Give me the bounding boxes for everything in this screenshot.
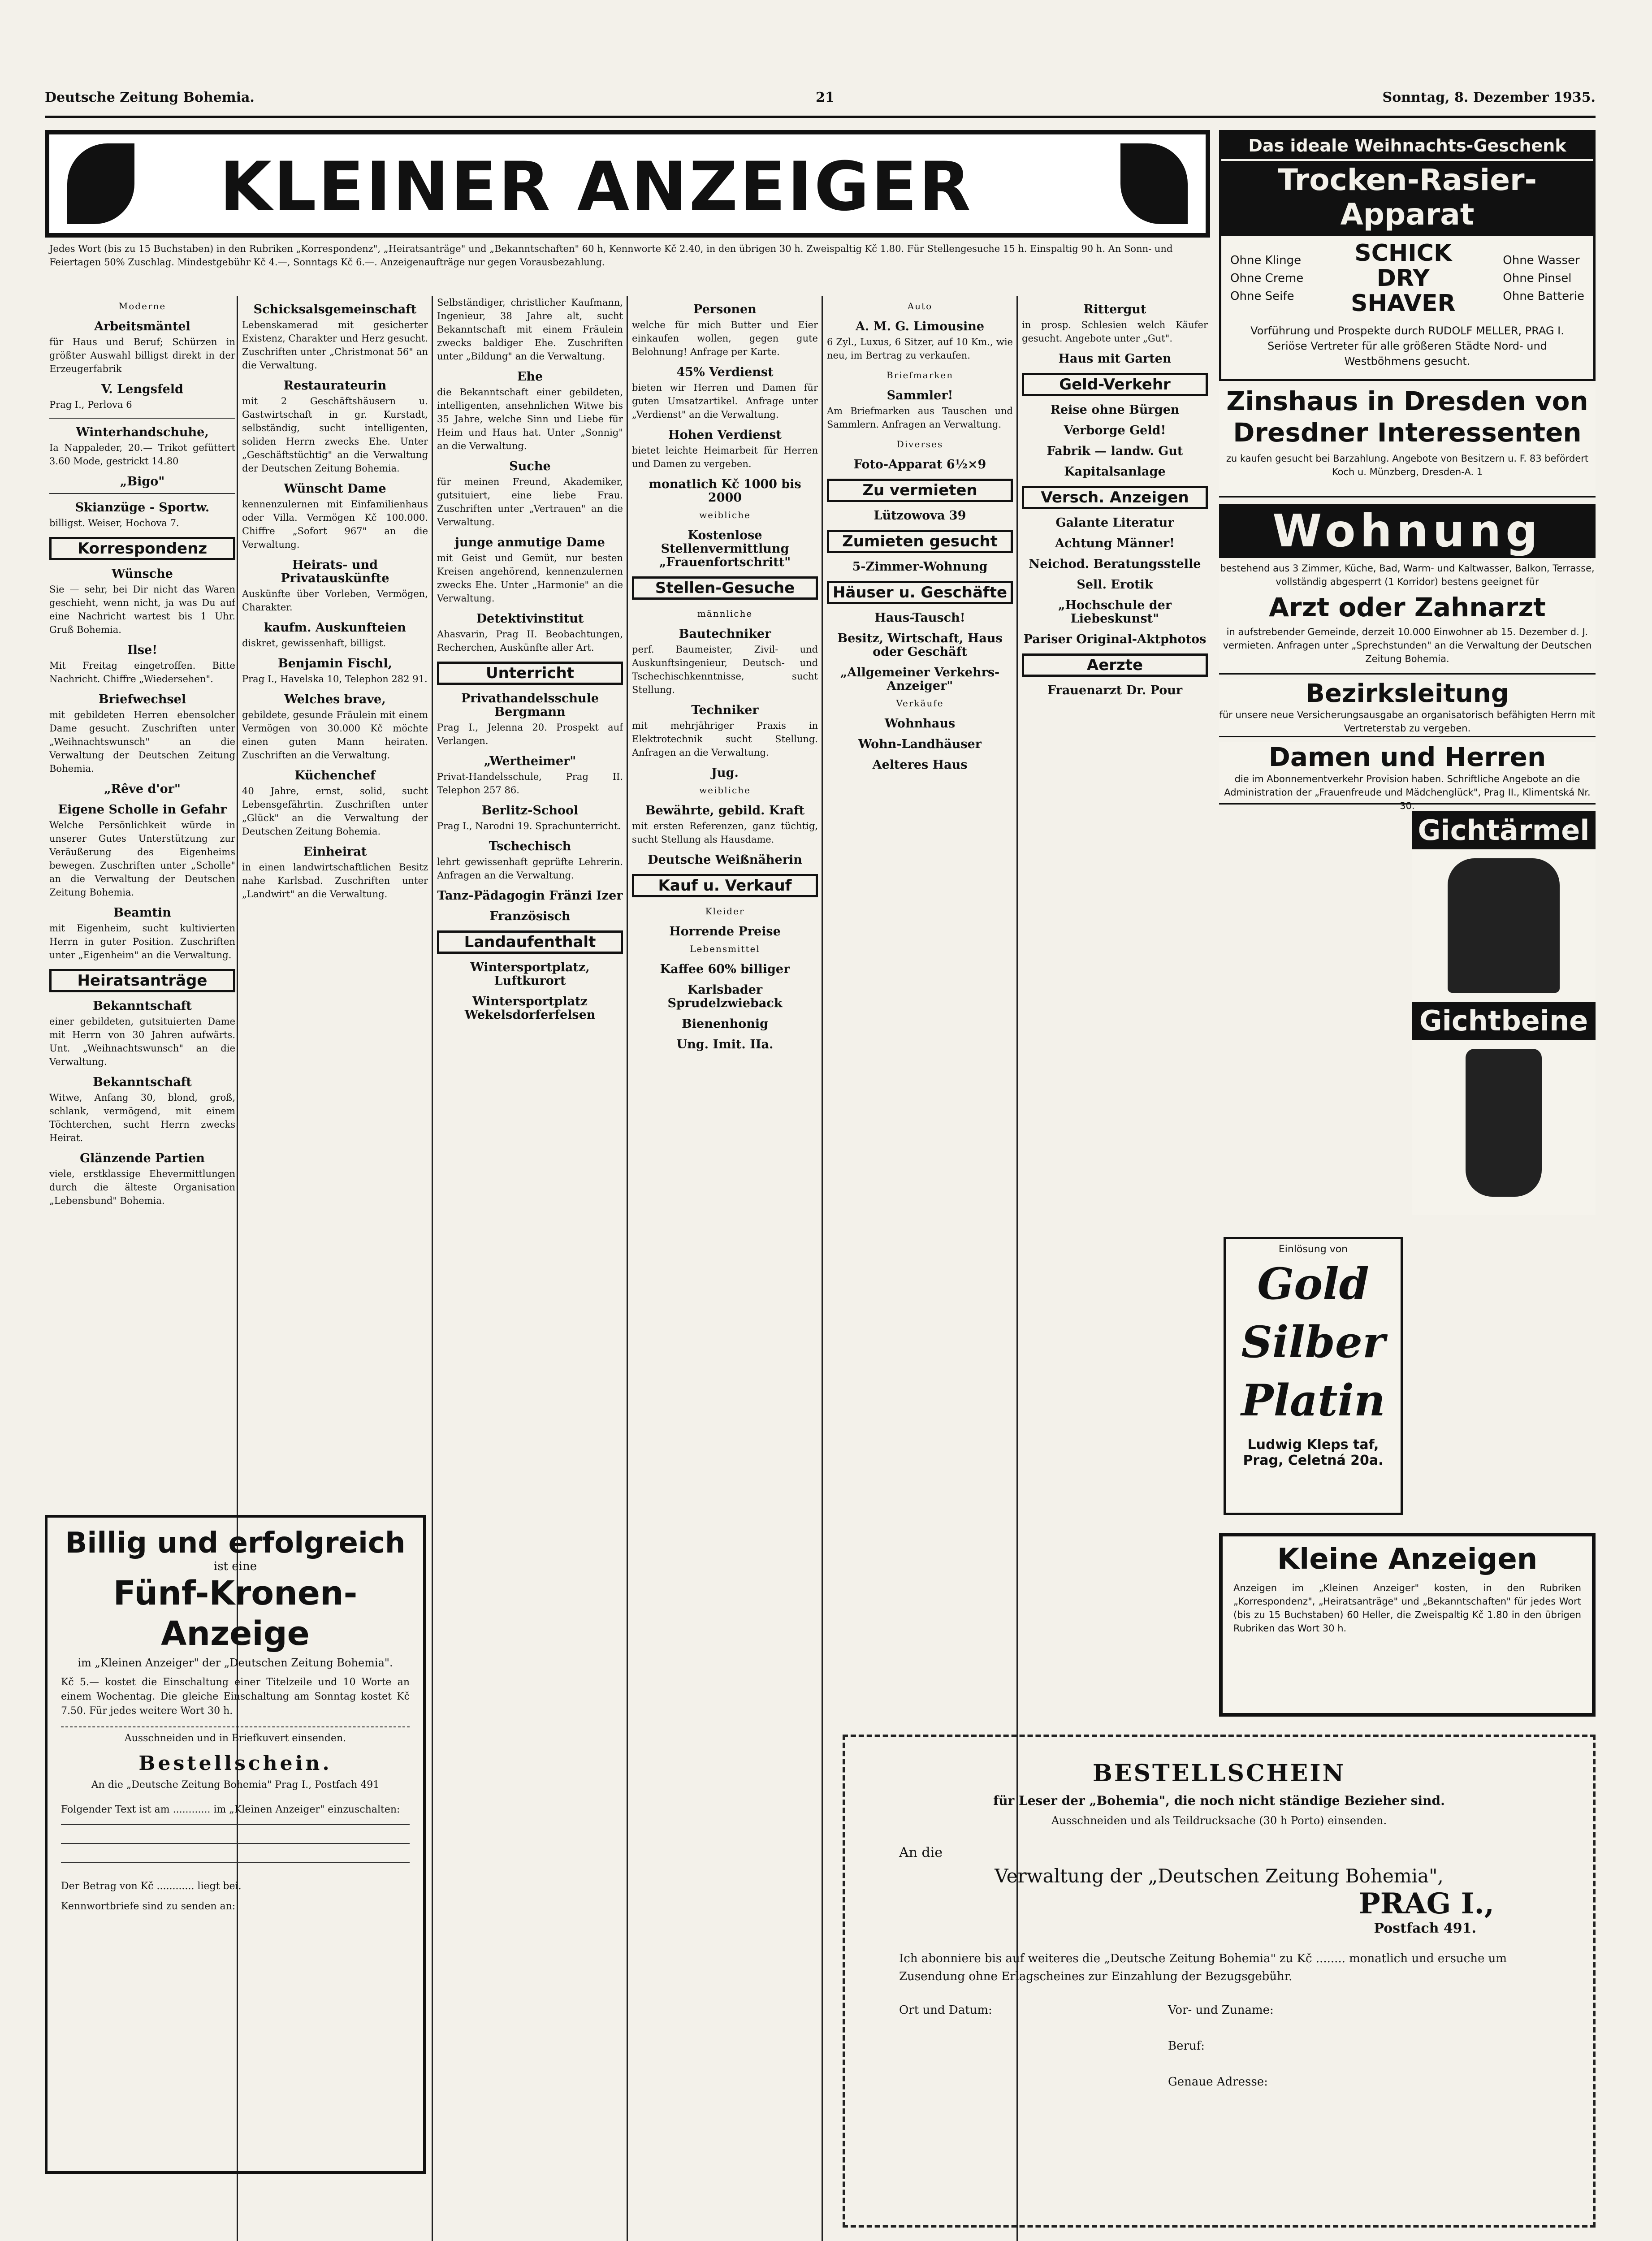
- damen-ad: [1219, 742, 1596, 811]
- rubric-subheading: Lebensmittel: [690, 943, 760, 954]
- ad-text: lehrt gewissenhaft geprüfte Lehrerin. Anfragen an die Verwaltung.: [437, 857, 623, 881]
- ad-text: mit Geist und Gemüt, nur besten Kreisen angehörend, kennenzulernen zwecks Ehe. Unter „Harmonie" an die Verwaltung.: [437, 553, 623, 604]
- ad-text: Ahasvarin, Prag II. Beobachtungen, Recherchen, Auskünfte aller Art.: [437, 629, 623, 653]
- ad-headline: Detektivinstitut: [476, 612, 584, 626]
- ad-text: Welche Persönlichkeit würde in unserer Gutes Unterstützung zur Veräußerung des Eigenheims bewegen. Zuschriften unter „Scholle" an die Verwaltung der Deutschen Zeitung Bohemia.: [49, 820, 235, 898]
- ad-headline: Berlitz-School: [481, 804, 579, 818]
- bezirk-title: Bezirksleitung: [1306, 679, 1509, 708]
- kleine-anzeigen-ad: [1219, 1533, 1596, 1717]
- rubric-subheading: Kleider: [705, 906, 745, 917]
- shaver-left: Ohne Klinge Ohne Creme Ohne Seife: [1230, 254, 1304, 303]
- bezirk-ad: [1219, 679, 1596, 737]
- column-4: [632, 296, 818, 2241]
- ad-headline: Privathandelsschule Bergmann: [461, 692, 599, 719]
- ad-headline: Foto-Apparat 6½×9: [853, 458, 986, 472]
- ad-text: Ia Nappaleder, 20.— Trikot gefüttert 3.60 Mode, gestrickt 14.80: [49, 442, 235, 467]
- zinshaus-text: zu kaufen gesucht bei Barzahlung. Angebote von Besitzern u. F. 83 befördert Koch u. Münzberg, Dresden-A. 1: [1226, 453, 1589, 477]
- ad-text: Privat-Handelsschule, Prag II. Telephon 257 86.: [437, 771, 623, 796]
- ad-headline: Kapitalsanlage: [1064, 465, 1166, 479]
- issue-date: Sonntag, 8. Dezember 1935.: [1382, 90, 1596, 105]
- ad-text: welche für mich Butter und Eier einkaufen wollen, gegen gute Belohnung! Anfrage per Karte.: [632, 320, 818, 357]
- rubric-subheading: Verkäufe: [896, 698, 944, 709]
- damen-title: Damen und Herren: [1268, 742, 1546, 772]
- bs-cut: Ausschneiden und als Teildrucksache (30 h Porto) einsenden.: [1051, 1814, 1387, 1827]
- ad-text: mit 2 Geschäftshäusern u. Gastwirtschaft in gr. Kurstadt, selbständig, sucht intelligenten, soliden Herrn zwecks Ehe. Unter „Geschäftstüchtig" an die Verwaltung der Deutschen Zeitung Bohemia.: [242, 396, 428, 474]
- ad-headline: Suche: [509, 459, 551, 473]
- ad-headline: Horrende Preise: [669, 925, 781, 939]
- damen-text: die im Abonnementverkehr Provision haben. Schriftliche Angebote an die Administration der „Frauenfreude und Mädchenglück", Prag II., Klimentská Nr. 30.: [1224, 774, 1591, 811]
- bs-beruf[interactable]: Beruf:: [1168, 2039, 1205, 2053]
- column-6: [1022, 296, 1208, 1721]
- rubric-heading: Unterricht: [437, 662, 623, 685]
- fk-cut-note: Ausschneiden und in Briefkuvert einsenden.: [61, 1726, 410, 1744]
- bs-name[interactable]: Vor- und Zuname:: [1168, 2003, 1274, 2017]
- rubric-heading: Korrespondenz: [49, 537, 235, 560]
- ad-headline: Kaffee 60% billiger: [660, 962, 790, 976]
- section-title: KLEINER ANZEIGER: [220, 148, 973, 226]
- gicht-beine-title: Gichtbeine: [1412, 1002, 1596, 1040]
- page-header: [45, 85, 1596, 112]
- ad-headline: Haus-Tausch!: [874, 611, 965, 625]
- leg-illustration-icon: [1466, 1049, 1542, 1197]
- ad-text: für Haus und Beruf; Schürzen in größter Auswahl billigst direkt in der Erzeugerfabrik: [49, 337, 235, 374]
- ad-headline: Benjamin Fischl,: [277, 657, 393, 671]
- fk-line: [61, 1824, 410, 1825]
- sleeve-illustration-icon: [1448, 858, 1560, 993]
- ad-headline: Haus mit Garten: [1058, 352, 1172, 366]
- ad-text: Sie — sehr, bei Dir nicht das Waren geschieht, wenn nicht, ja was Du auf eine Nachricht wartest bis 1 Uhr. Gruß Bohemia.: [49, 584, 235, 635]
- ad-headline: 45% Verdienst: [676, 365, 774, 379]
- ad-headline: Verborge Geld!: [1064, 424, 1166, 437]
- ad-headline: junge anmutige Dame: [455, 536, 605, 549]
- fk-title: Fünf-Kronen-Anzeige: [113, 1574, 358, 1653]
- ad-text: Selbständiger, christlicher Kaufmann, Ingenieur, 38 Jahre alt, sucht Bekanntschaft mit einem Fräulein zwecks baldiger Ehe. Zuschriften unter „Bildung" an die Verwaltung.: [437, 297, 623, 362]
- ad-headline: A. M. G. Limousine: [855, 320, 985, 333]
- ad-headline: Ilse!: [127, 643, 158, 657]
- ad-headline: „Rêve d'or": [104, 782, 181, 796]
- ad-headline: Einheirat: [303, 845, 367, 859]
- fk-desc: im „Kleinen Anzeiger" der „Deutschen Zeitung Bohemia".: [78, 1657, 393, 1669]
- ad-headline: Heirats- und Privatauskünfte: [281, 558, 389, 585]
- ad-headline: Beamtin: [113, 906, 171, 920]
- rubric-subheading: männliche: [697, 608, 753, 619]
- bs-adresse[interactable]: Genaue Adresse:: [1168, 2075, 1268, 2089]
- ad-headline: Jug.: [711, 766, 739, 780]
- ad-headline: „Hochschule der Liebeskunst": [1058, 598, 1172, 626]
- fk-schein-title: Bestellschein.: [138, 1752, 332, 1775]
- ad-headline: Küchenchef: [294, 769, 376, 783]
- ad-text: kennenzulernen mit Einfamilienhaus oder Villa. Vermögen Kč 100.000. Chiffre „Sofort 967" an die Verwaltung.: [242, 499, 428, 550]
- ad-text: bietet leichte Heimarbeit für Herren und Damen zu vergeben.: [632, 445, 818, 469]
- kleine-title: Kleine Anzeigen: [1277, 1543, 1538, 1576]
- ad-headline: Achtung Männer!: [1055, 536, 1175, 550]
- fk-folgender: Folgender Text ist am ............ im „Kleinen Anzeiger" einzuschalten:: [61, 1804, 400, 1815]
- ad-headline: Neichod. Beratungsstelle: [1029, 557, 1201, 571]
- ad-headline: V. Lengsfeld: [101, 382, 183, 396]
- ad-headline: Lützowova 39: [874, 509, 966, 523]
- ad-headline: Briefwechsel: [98, 692, 186, 706]
- rubric-heading: Aerzte: [1022, 653, 1208, 677]
- ad-headline: Restaurateurin: [283, 379, 387, 393]
- fk-line: [61, 1862, 410, 1863]
- ad-headline: Deutsche Weißnäherin: [648, 853, 802, 867]
- bs-verwaltung: Verwaltung der „Deutschen Zeitung Bohemia",: [995, 1865, 1444, 1887]
- rubric-heading: Zumieten gesucht: [827, 530, 1013, 553]
- bs-ort[interactable]: Ort und Datum:: [899, 2003, 992, 2017]
- column-rule: [822, 296, 823, 2241]
- gold-line: Platin: [1241, 1375, 1385, 1426]
- ad-headline: kaufm. Auskunfteien: [264, 621, 406, 635]
- ad-headline: Galante Literatur: [1055, 516, 1174, 530]
- fk-betrag: Der Betrag von Kč ............ liegt bei.: [61, 1881, 242, 1892]
- ad-headline: Bautechniker: [679, 627, 771, 641]
- ad-text: diskret, gewissenhaft, billigst.: [242, 638, 386, 649]
- ad-headline: Kostenlose Stellenvermittlung „Frauenfortschritt": [659, 528, 791, 569]
- ad-headline: Welches brave,: [284, 692, 386, 706]
- fk-headline: Billig und erfolgreich: [65, 1527, 406, 1560]
- rubric-heading: Versch. Anzeigen: [1022, 486, 1208, 509]
- rubric-heading: Kauf u. Verkauf: [632, 874, 818, 897]
- shaver-ad: [1219, 130, 1596, 381]
- wohnung-text: bestehend aus 3 Zimmer, Küche, Bad, Warm- und Kaltwasser, Balkon, Terrasse, vollständig abgesperrt (1 Korridor) bestens geeignet für: [1220, 563, 1595, 587]
- ad-text: Witwe, Anfang 30, blond, groß, schlank, vermögend, mit einem Töchterchen, sucht Herrn zwecks Heirat.: [49, 1092, 235, 1143]
- rubric-heading: Häuser u. Geschäfte: [827, 581, 1013, 604]
- ad-headline: Wohn-Landhäuser: [858, 737, 982, 751]
- rubric-subheading: Briefmarken: [886, 370, 954, 381]
- ad-headline: Fabrik — landw. Gut: [1047, 444, 1183, 458]
- rubric-heading: Stellen-Gesuche: [632, 576, 818, 600]
- fk-kennwort: Kennwortbriefe sind zu senden an:: [61, 1901, 236, 1912]
- ad-headline: Tanz-Pädagogin Fränzi Izer: [437, 889, 623, 903]
- gicht-ad: [1412, 811, 1596, 1215]
- column-rule: [432, 296, 433, 2241]
- arzt-text: in aufstrebender Gemeinde, derzeit 10.000 Einwohner ab 15. Dezember d. J. vermieten. Anfragen unter „Sprechstunden" an die Verwaltung der Deutschen Zeitung Bohemia.: [1223, 627, 1592, 664]
- ad-headline: Sammler!: [887, 389, 953, 402]
- gicht-aermel-title: Gichtärmel: [1412, 811, 1596, 849]
- section-intro: Jedes Wort (bis zu 15 Buchstaben) in den Rubriken „Korrespondenz", „Heiratsanträge" und „Bekanntschaften" 60 h, Kennworte Kč 2.40, in den übrigen 30 h. Zweispaltig Kč 1.80. Für Stellengesuche 15 h. Einspaltig 90 h. An Sonn- und Feiertagen 50% Zuschlag. Mindestgebühr Kč 4.—, Sonntags Kč 6.—. Anzeigenaufträge nur gegen Vorausbezahlung.: [49, 243, 1173, 268]
- rubric-subheading: Diverses: [896, 439, 943, 450]
- ad-text: für meinen Freund, Akademiker, gutsituiert, eine liebe Frau. Zuschriften unter „Vertrauen" an die Verwaltung.: [437, 476, 623, 528]
- bs-title: BESTELLSCHEIN: [1092, 1760, 1346, 1787]
- rubric-heading: Zu vermieten: [827, 479, 1013, 502]
- rubric-subheading: weibliche: [699, 510, 751, 520]
- ad-headline: Personen: [693, 303, 757, 316]
- ad-text: 40 Jahre, ernst, solid, sucht Lebensgefährtin. Zuschriften unter „Glück" an die Verwaltung der Deutschen Zeitung Bohemia.: [242, 786, 428, 837]
- ad-text: gebildete, gesunde Fräulein mit einem Vermögen von 30.000 Kč möchte einen guten Mann heiraten. Zuschriften an die Verwaltung.: [242, 710, 428, 761]
- ad-headline: Französisch: [489, 909, 571, 923]
- bestellschein-coupon: [843, 1735, 1596, 2228]
- ad-text: billigst. Weiser, Hochova 7.: [49, 518, 179, 528]
- ad-text: in prosp. Schlesien welch Käufer gesucht. Angebote unter „Gut".: [1022, 320, 1208, 344]
- fk-line: [61, 1843, 410, 1844]
- rubric-subheading: Auto: [907, 301, 933, 311]
- bs-postfach: Postfach 491.: [1374, 1921, 1476, 1936]
- bs-text: Ich abonniere bis auf weiteres die „Deutsche Zeitung Bohemia" zu Kč ........ monatlich und ersuche um Zusendung ohne Erlagscheines zur Einzahlung der Bezugsgebühr.: [899, 1952, 1507, 1983]
- column-1: [49, 296, 235, 1497]
- ad-headline: Wünscht Dame: [284, 482, 386, 496]
- fk-address: An die „Deutsche Zeitung Bohemia" Prag I., Postfach 491: [91, 1779, 380, 1791]
- ad-headline: Pariser Original-Aktphotos: [1023, 632, 1207, 646]
- ad-text: Am Briefmarken aus Tauschen und Sammlern. Anfragen an Verwaltung.: [827, 406, 1013, 430]
- header-rule: [45, 116, 1596, 118]
- ad-text: perf. Baumeister, Zivil- und Auskunftsingenieur, Deutsch- und Tschechischkenntnisse, sucht Stellung.: [632, 644, 818, 695]
- ad-headline: Tschechisch: [489, 839, 571, 853]
- gold-line: Silber: [1241, 1317, 1385, 1367]
- ad-text: Prag I., Perlova 6: [49, 399, 132, 410]
- ad-headline: Frauenarzt Dr. Pour: [1047, 684, 1183, 697]
- ad-text: mit gebildeten Herren ebensolcher Dame gesucht. Zuschriften unter „Weihnachtswunsch" an die Verwaltung der Deutschen Zeitung Bohemia.: [49, 710, 235, 774]
- ad-text: Prag I., Havelska 10, Telephon 282 91.: [242, 674, 428, 684]
- ad-headline: „Wertheimer": [484, 754, 576, 768]
- page-number: 21: [816, 90, 835, 105]
- ad-headline: Ehe: [517, 370, 543, 384]
- shaver-foot: Vorführung und Prospekte durch RUDOLF MELLER, PRAG I. Seriöse Vertreter für alle größeren Städte Nord- und Westböhmens gesucht.: [1250, 324, 1564, 368]
- wohnung-ad: [1219, 504, 1596, 675]
- column-rule: [627, 296, 628, 2241]
- ad-headline: Schicksalsgemeinschaft: [253, 303, 417, 316]
- gold-foot: Ludwig Kleps taf, Prag, Celetná 20a.: [1243, 1437, 1384, 1468]
- gold-head: Einlösung von: [1278, 1244, 1348, 1255]
- ad-headline: Glänzende Partien: [80, 1151, 205, 1165]
- ad-headline: Techniker: [691, 703, 759, 717]
- arzt-title: Arzt oder Zahnarzt: [1269, 592, 1546, 623]
- ad-text: Prag I., Jelenna 20. Prospekt auf Verlangen.: [437, 722, 623, 746]
- ad-text: viele, erstklassige Ehevermittlungen durch die älteste Organisation „Lebensbund" Bohemia.: [49, 1168, 235, 1206]
- ad-text: Auskünfte über Vorleben, Vermögen, Charakter.: [242, 588, 428, 613]
- ad-headline: Bekanntschaft: [93, 1075, 192, 1089]
- newspaper-name: Deutsche Zeitung Bohemia.: [45, 90, 255, 105]
- ad-text: 6 Zyl., Luxus, 6 Sitzer, auf 10 Km., wie neu, im Bertrag zu verkaufen.: [827, 337, 1013, 361]
- fuenf-kronen-ad: [45, 1515, 426, 2174]
- column-5: [827, 296, 1013, 1721]
- kleiner-anzeiger-banner: [45, 130, 1210, 238]
- column-3: [437, 296, 623, 2241]
- shaver-brand: SCHICK DRY SHAVER: [1351, 240, 1456, 317]
- zinshaus-title: Zinshaus in Dresden von Dresdner Interessenten: [1226, 386, 1588, 448]
- zinshaus-ad: [1219, 385, 1596, 498]
- gold-lines: [1226, 1255, 1401, 1430]
- ad-headline: Ung. Imit. IIa.: [676, 1038, 774, 1051]
- rubric-subheading: Moderne: [118, 301, 166, 311]
- ad-text: die Bekanntschaft einer gebildeten, intelligenten, ansehnlichen Witwe bis 35 Jahre, welche Sinn und Liebe für Heim und Haus hat. Unter „Sonnig" an die Verwaltung.: [437, 387, 623, 451]
- ad-headline: Eigene Scholle in Gefahr: [58, 803, 227, 817]
- bs-sub: für Leser der „Bohemia", die noch nicht ständige Bezieher sind.: [993, 1793, 1445, 1808]
- shaver-top: Das ideale Weihnachts-Geschenk: [1221, 132, 1593, 159]
- ad-headline: Wünsche: [112, 567, 173, 581]
- fk-body: Kč 5.— kostet die Einschaltung einer Titelzeile und 10 Worte an einem Wochentag. Die gleiche Einschaltung am Sonntag kostet Kč 7.50. Für jedes weitere Wort 30 h.: [61, 1677, 410, 1717]
- wohnung-title: Wohnung: [1219, 504, 1596, 558]
- fk-sub: ist eine: [213, 1560, 257, 1573]
- bezirk-text: für unsere neue Versicherungsausgabe an organisatorisch befähigten Herrn mit Vertreterstab zu vergeben.: [1219, 710, 1596, 734]
- gold-line: Gold: [1257, 1259, 1369, 1309]
- ad-headline: Bekanntschaft: [93, 999, 192, 1013]
- ad-headline: Bienenhonig: [681, 1017, 769, 1031]
- ad-headline: Arbeitsmäntel: [94, 320, 190, 333]
- ad-headline: 5-Zimmer-Wohnung: [852, 560, 988, 574]
- ad-text: mit Eigenheim, sucht kultivierten Herrn in guter Position. Zuschriften unter „Eigenheim" an die Verwaltung.: [49, 923, 235, 960]
- ad-text: Mit Freitag eingetroffen. Bitte Nachricht. Chiffre „Wiedersehen".: [49, 660, 235, 684]
- ad-headline: Sell. Erotik: [1077, 578, 1153, 592]
- shaver-title: Trocken-Rasier-Apparat: [1221, 161, 1593, 236]
- ad-headline: Besitz, Wirtschaft, Haus oder Geschäft: [837, 632, 1003, 659]
- ad-text: mit mehrjähriger Praxis in Elektrotechnik sucht Stellung. Anfragen an die Verwaltung.: [632, 720, 818, 758]
- ad-text: Prag I., Narodni 19. Sprachunterricht.: [437, 821, 621, 831]
- ad-headline: Bewährte, gebild. Kraft: [645, 804, 805, 818]
- ad-headline: Karlsbader Sprudelzwieback: [667, 983, 783, 1010]
- ad-headline: Rittergut: [1083, 303, 1146, 316]
- ad-text: Lebenskamerad mit gesicherter Existenz, Charakter und Herz gesucht. Zuschriften unter „Christmonat 56" an die Verwaltung.: [242, 320, 428, 371]
- rubric-heading: Geld-Verkehr: [1022, 373, 1208, 396]
- kleine-text: Anzeigen im „Kleinen Anzeiger" kosten, in den Rubriken „Korrespondenz", „Heiratsanträge" und „Bekanntschaften" für jedes Wort (bis zu 15 Buchstaben) 60 Heller, die Zweispaltig Kč 1.80 in den übrigen Rubriken das Wort 30 h.: [1233, 1583, 1581, 1634]
- gold-ad: [1224, 1237, 1403, 1515]
- left-ornament-icon: [67, 143, 134, 224]
- ad-headline: „Allgemeiner Verkehrs-Anzeiger": [840, 666, 1000, 693]
- ad-headline: Wintersportplatz Wekelsdorferfelsen: [464, 995, 596, 1022]
- ad-headline: Aelteres Haus: [872, 758, 968, 772]
- ad-text: bieten wir Herren und Damen für guten Umsatzartikel. Anfrage unter „Verdienst" an die Verwaltung.: [632, 382, 818, 420]
- ad-headline: Wintersportplatz, Luftkurort: [470, 960, 590, 988]
- divider: [49, 493, 235, 494]
- ad-headline: Hohen Verdienst: [668, 428, 782, 442]
- divider: [49, 418, 235, 419]
- ad-headline: Winterhandschuhe,: [76, 425, 209, 439]
- rubric-subheading: weibliche: [699, 785, 751, 796]
- ad-headline: Skianzüge - Sportw.: [75, 501, 210, 515]
- ad-headline: „Bigo": [120, 475, 165, 489]
- ad-headline: monatlich Kč 1000 bis 2000: [649, 477, 801, 505]
- right-ornament-icon: [1120, 143, 1188, 224]
- bs-an: An die: [899, 1845, 943, 1860]
- ad-headline: Wohnhaus: [884, 717, 956, 731]
- rubric-heading: Landaufenthalt: [437, 930, 623, 954]
- ad-text: mit ersten Referenzen, ganz tüchtig, sucht Stellung als Hausdame.: [632, 821, 818, 845]
- ad-headline: Reise ohne Bürgen: [1050, 403, 1180, 417]
- bs-prag: PRAG I.,: [1358, 1887, 1494, 1921]
- shaver-right: Ohne Wasser Ohne Pinsel Ohne Batterie: [1503, 254, 1584, 303]
- ad-text: in einen landwirtschaftlichen Besitz nahe Karlsbad. Zuschriften unter „Landwirt" an die Verwaltung.: [242, 862, 428, 900]
- rubric-heading: Heiratsanträge: [49, 969, 235, 992]
- ad-text: einer gebildeten, gutsituierten Dame mit Herrn von 30 Jahren aufwärts. Unt. „Weihnachtswunsch" an die Verwaltung.: [49, 1016, 235, 1067]
